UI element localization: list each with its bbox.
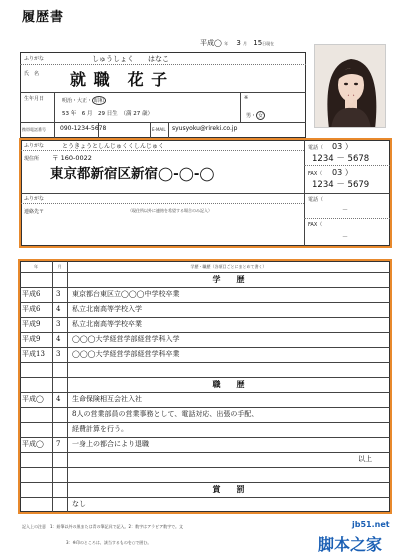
email-address: syusyoku@rireki.co.jp — [172, 125, 238, 132]
address-furigana-label: ふりがな — [24, 143, 45, 149]
postal-code: 〒 160-0022 — [52, 154, 92, 162]
work-year: 平成◯ — [22, 440, 44, 448]
birth-eras — [62, 96, 106, 105]
date-month-unit: 月 — [243, 41, 248, 46]
name-label: 氏 名 — [24, 71, 40, 77]
gender — [246, 111, 265, 120]
edu-heading: 学 歴 — [212, 274, 245, 284]
fax-label: FAX（ — [308, 171, 323, 177]
name-furigana-label: ふりがな — [24, 56, 45, 62]
edu-month: 3 — [56, 290, 61, 298]
col-month-header: 月 — [57, 264, 62, 269]
email-label: E-MAIL — [152, 127, 166, 132]
edu-entry: 私立北南高等学校入学 — [72, 305, 142, 313]
date-day-unit: 日現在 — [262, 41, 275, 46]
footnote-line-1: 記入上の注意 1：鉛筆以外の黒または青の筆記具で記入。2：数字はアラビア数字で。文 — [22, 524, 184, 529]
mobile-label: 携帯電話番号 — [22, 127, 46, 132]
end-marker: 以上 — [358, 455, 372, 463]
work-year: 平成◯ — [22, 395, 44, 403]
current-address-label: 現住所 — [24, 156, 40, 162]
name-furigana: しゅうしょく はなこ — [92, 55, 169, 63]
seal-mark: ※ — [244, 95, 249, 101]
applicant-name: 就 職 花 子 — [70, 70, 169, 89]
edu-month: 4 — [56, 305, 61, 313]
edu-year: 平成6 — [22, 290, 41, 298]
edu-month: 3 — [56, 320, 61, 328]
contact-phone-dash: － — [342, 207, 349, 214]
edu-entry: ◯◯◯大学経営学部経営学科卒業 — [72, 350, 180, 358]
contact-address-label: 連絡先〒 — [24, 209, 45, 215]
fax-number: 1234 － 5679 — [312, 180, 370, 190]
birth-value: 53 年 6 月 29 日生 （満 27 歳） — [62, 111, 153, 117]
award-heading: 賞 罰 — [212, 484, 245, 494]
mobile-number: 090-1234-5678 — [60, 125, 107, 132]
phone-label-text: 電話（ — [308, 145, 324, 151]
edu-entry: 東京都台東区立◯◯◯中学校卒業 — [72, 290, 180, 298]
edu-year: 平成9 — [22, 335, 41, 343]
award-entry: なし — [72, 500, 86, 508]
contact-phone-label: 電話（ — [308, 197, 324, 203]
edu-year: 平成6 — [22, 305, 41, 313]
col-desc-header: 学歴・職歴（各項目ごとにまとめて書く） — [190, 264, 267, 269]
photo — [314, 44, 386, 128]
fax-area: 03 ） — [332, 168, 353, 177]
watermark-brand: 脚本之家 — [318, 535, 383, 554]
work-entry: 経費計算を行う。 — [72, 425, 128, 433]
work-heading: 職 歴 — [212, 379, 245, 389]
contact-note: （現住所以外に連絡を希望する場合のみ記入） — [128, 208, 212, 213]
address-furigana: とうきょうとしんじゅくくしんじゅく — [62, 143, 165, 150]
page-title: 履歴書 — [22, 10, 65, 25]
edu-year: 平成13 — [22, 350, 45, 358]
phone-area-code: 03 — [332, 142, 343, 151]
date-day: 15 — [253, 39, 263, 47]
gender-selected: 女 — [258, 113, 264, 119]
edu-year: 平成9 — [22, 320, 41, 328]
birth-eras-text: 明治・大正・ — [62, 98, 93, 104]
portrait-image — [315, 45, 386, 128]
footnote-line-2: 3：※印のところは、該当するものを○で囲む。 — [66, 540, 152, 545]
date-era: 平成 — [200, 39, 214, 47]
date-year-unit: 年 — [224, 41, 229, 46]
edu-month: 3 — [56, 350, 61, 358]
contact-fax-label: FAX（ — [308, 222, 323, 228]
contact-fax-dash: － — [342, 234, 349, 241]
work-month: 4 — [56, 395, 61, 403]
edu-entry: ◯◯◯大学経営学部経営学科入学 — [72, 335, 180, 343]
phone-number: 1234 － 5678 — [312, 154, 370, 164]
fax-area-code: 03 — [332, 168, 343, 177]
watermark-site: jb51.net — [352, 520, 390, 529]
phone-label — [308, 144, 323, 151]
date-line — [200, 38, 274, 48]
edu-entry: 私立北南高等学校卒業 — [72, 320, 142, 328]
phone-area: 03 ） — [332, 142, 353, 151]
birth-era-selected: 昭和 — [94, 98, 105, 104]
edu-month: 4 — [56, 335, 61, 343]
birth-label: 生年月日 — [24, 96, 45, 102]
gender-text: 男・ — [246, 113, 257, 119]
work-entry: 一身上の都合により退職 — [72, 440, 149, 448]
col-year-header: 年 — [34, 264, 38, 269]
date-year: ◯ — [214, 39, 222, 47]
date-month: 3 — [236, 39, 241, 47]
current-address: 東京都新宿区新宿◯-◯-◯ — [50, 166, 215, 182]
work-entry: 8人の営業部員の営業事務として、電話対応、出張の手配、 — [72, 410, 259, 418]
work-entry: 生命保険相互会社入社 — [72, 395, 142, 403]
contact-furigana-label: ふりがな — [24, 196, 45, 202]
work-month: 7 — [56, 440, 61, 448]
